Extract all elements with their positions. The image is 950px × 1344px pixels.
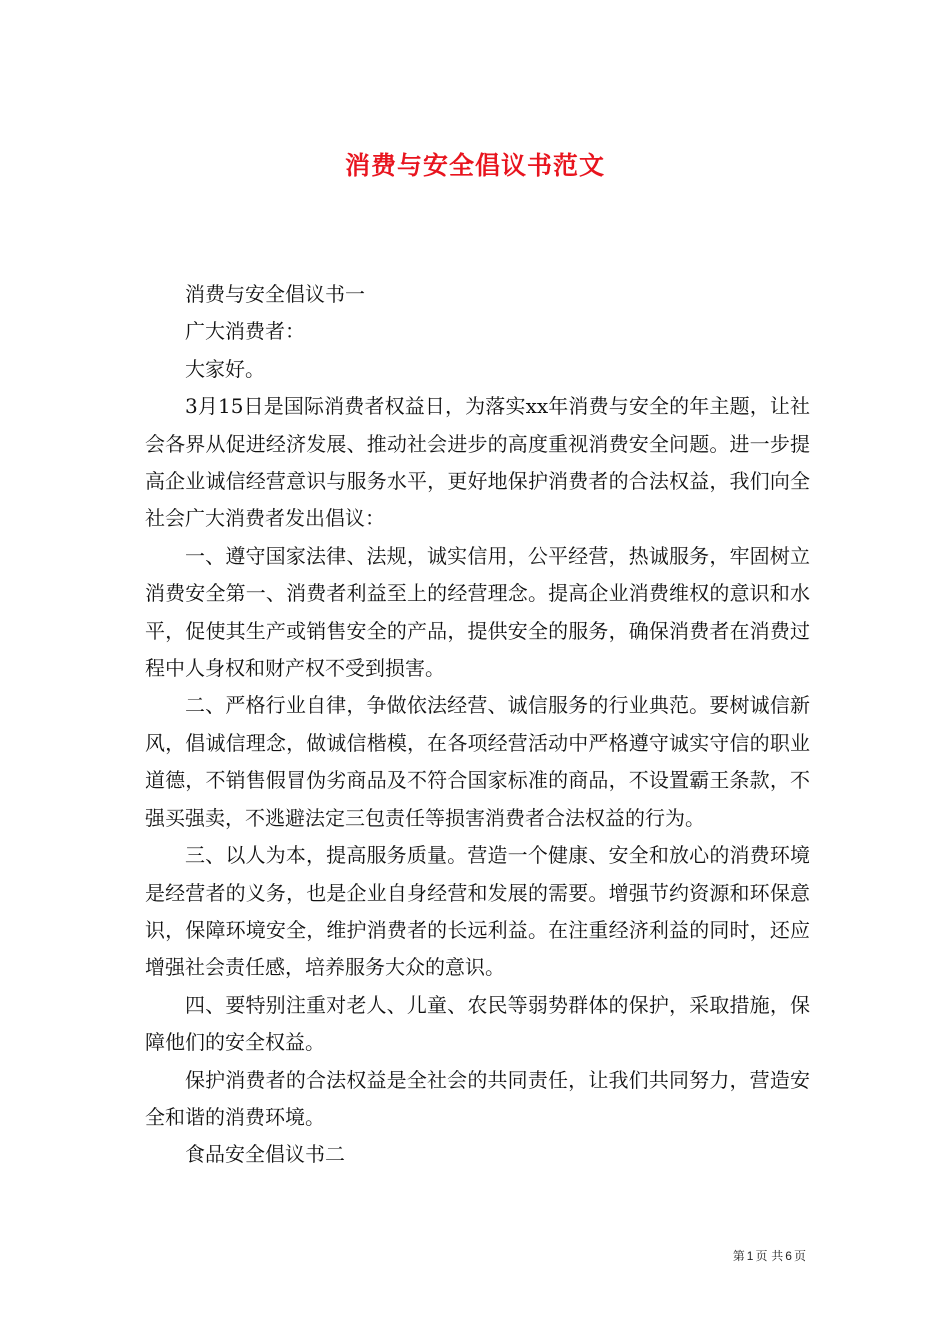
paragraph-point-2: 二、严格行业自律，争做依法经营、诚信服务的行业典范。要树诚信新风，倡诚信理念，做诚信楷模，在各项经营活动中严格遵守诚实守信的职业道德，不销售假冒伪劣商品及不符合国家标准的商品，不设置霸王条款，不强买强卖，不逃避法定三包责任等损害消费者合法权益的行为。 xyxy=(145,693,810,830)
current-page-number: 1 xyxy=(746,1249,754,1263)
paragraph-point-4: 四、要特别注重对老人、儿童、农民等弱势群体的保护，采取措施，保障他们的安全权益。 xyxy=(145,992,810,1055)
footer-prefix: 第 xyxy=(732,1249,745,1263)
footer-middle: 页 共 xyxy=(755,1249,784,1263)
section-heading-1: 消费与安全倡议书一 xyxy=(185,282,365,306)
footer-suffix: 页 xyxy=(793,1249,806,1263)
page-number-footer xyxy=(733,1248,806,1264)
greeting: 大家好。 xyxy=(185,356,265,381)
paragraph-point-1: 一、遵守国家法律、法规，诚实信用，公平经营，热诚服务，牢固树立消费安全第一、消费者利益至上的经营理念。提高企业消费维权的意识和水平，促使其生产或销售安全的产品，提供安全的服务，确保消费者在消费过程中人身权和财产权不受到损害。 xyxy=(145,543,810,681)
paragraph-closing: 保护消费者的合法权益是全社会的共同责任，让我们共同努力，营造安全和谐的消费环境。 xyxy=(145,1067,810,1129)
salutation: 广大消费者： xyxy=(185,319,305,344)
paragraph-intro: 3月15日是国际消费者权益日，为落实xx年消费与安全的年主题，让社会各界从促进经济发展、推动社会进步的高度重视消费安全问题。进一步提高企业诚信经营意识与服务水平，更好地保护消费者的合法权益，我们向全社会广大消费者发出倡议： xyxy=(145,394,810,531)
page-title: 消费与安全倡议书范文 xyxy=(344,150,605,180)
section-heading-2: 食品安全倡议书二 xyxy=(185,1142,345,1167)
total-pages-number: 6 xyxy=(785,1249,792,1263)
paragraph-point-3: 三、以人为本，提高服务质量。营造一个健康、安全和放心的消费环境是经营者的义务，也是企业自身经营和发展的需要。增强节约资源和环保意识，保障环境安全，维护消费者的长远利益。在注重经济利益的同时，还应增强社会责任感，培养服务大众的意识。 xyxy=(145,843,810,980)
document-body xyxy=(145,276,810,1174)
